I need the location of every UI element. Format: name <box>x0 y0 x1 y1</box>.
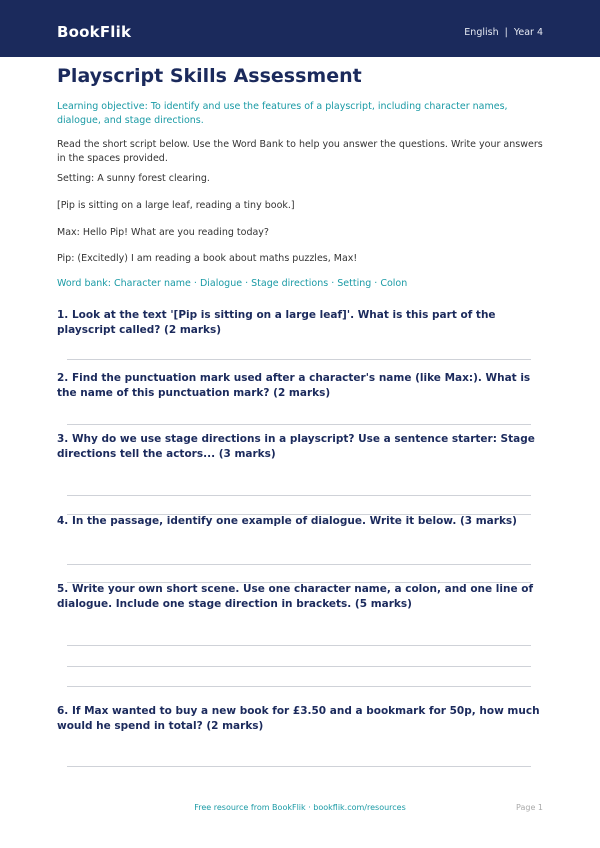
answer-line-q3-1[interactable] <box>67 495 531 496</box>
page-number: Page 1 <box>516 803 543 812</box>
question-4: 4. In the passage, identify one example of dialogue. Write it below. (3 marks) <box>57 515 517 527</box>
answer-line-q5-1[interactable] <box>67 645 531 646</box>
separator: | <box>504 27 508 38</box>
answer-line-q1[interactable] <box>67 359 531 360</box>
year-label: Year 4 <box>513 27 543 38</box>
question-6: 6. If Max wanted to buy a new book for £3.50 and a bookmark for 50p, how much would he spend in total? (2 marks) <box>57 705 540 732</box>
answer-line-q5-2[interactable] <box>67 666 531 667</box>
answer-line-q5-3[interactable] <box>67 686 531 687</box>
answer-line-q2[interactable] <box>67 424 531 425</box>
brand-logo[interactable]: BookFlik <box>57 23 132 41</box>
page-header <box>0 0 600 57</box>
question-3: 3. Why do we use stage directions in a playscript? Use a sentence starter: Stage directions tell the actors... (3 marks) <box>57 433 535 460</box>
question-2: 2. Find the punctuation mark used after a character's name (like Max:). What is the name of this punctuation mark? (2 marks) <box>57 372 531 399</box>
script-line-pip: Pip: (Excitedly) I am reading a book about maths puzzles, Max! <box>57 253 358 264</box>
answer-line-q6[interactable] <box>67 766 531 767</box>
footer-text[interactable]: Free resource from BookFlik · bookflik.com/resources <box>194 803 406 812</box>
subject-label: English <box>464 27 499 38</box>
word-bank: Word bank: Character name · Dialogue · Stage directions · Setting · Colon <box>57 278 408 289</box>
question-1: 1. Look at the text '[Pip is sitting on a large leaf]'. What is this part of the playscript called? (2 marks) <box>57 309 496 336</box>
page-title: Playscript Skills Assessment <box>57 65 362 87</box>
question-5: 5. Write your own short scene. Use one character name, a colon, and one line of dialogue. Include one stage direction in brackets. (5 marks) <box>57 583 534 610</box>
instructions: Read the short script below. Use the Word Bank to help you answer the questions. Write your answers in the spaces provided. <box>57 139 543 164</box>
script-stage-direction: [Pip is sitting on a large leaf, reading a tiny book.] <box>57 200 295 211</box>
subject-year <box>464 27 543 38</box>
learning-objective: Learning objective: To identify and use the features of a playscript, including character names, dialogue, and stage directions. <box>57 101 508 126</box>
answer-line-q4[interactable] <box>67 564 531 565</box>
script-setting: Setting: A sunny forest clearing. <box>57 173 210 184</box>
script-line-max: Max: Hello Pip! What are you reading today? <box>57 227 269 238</box>
